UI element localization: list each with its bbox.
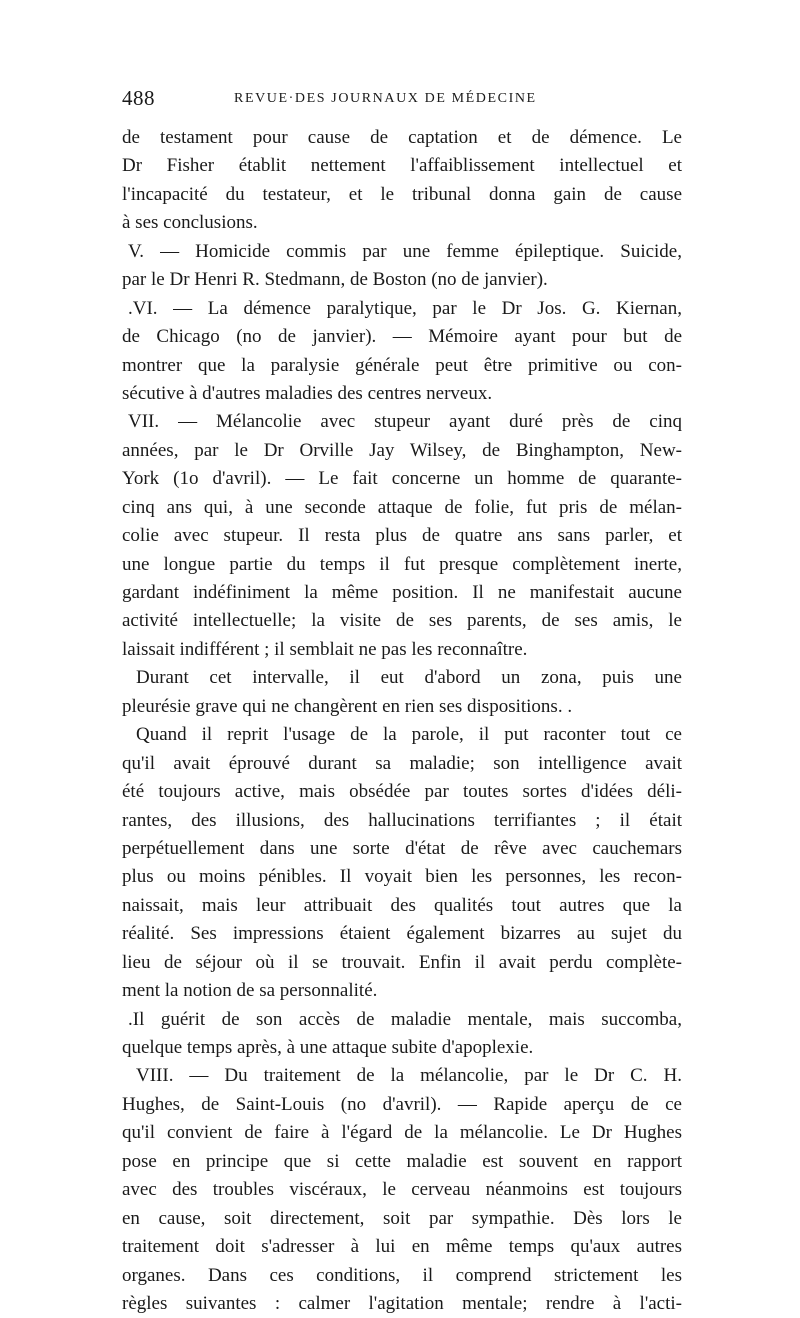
page-header	[122, 86, 682, 116]
text-line: réalité. Ses impressions étaient également bizarres au sujet du	[122, 923, 682, 945]
text-line: ment la notion de sa personnalité.	[122, 980, 378, 1002]
text-line: gardant indéfiniment la même position. Il ne manifestait aucune	[122, 582, 682, 603]
text-line: règles suivantes : calmer l'agitation mentale; rendre à l'acti-	[122, 1292, 682, 1314]
text-line: qu'il convient de faire à l'égard de la mélancolie. Le Dr Hughes	[122, 1122, 682, 1144]
text-line: VIII. — Du traitement de la mélancolie, par le Dr C. H.	[136, 1065, 682, 1087]
text-line: naissait, mais leur attribuait des qualités tout autres que la	[122, 894, 682, 916]
text-line: colie avec stupeur. Il resta plus de quatre ans sans parler, et	[122, 525, 682, 547]
text-line: laissait indifférent ; il semblait ne pas les reconnaître.	[122, 638, 528, 660]
text-line: cinq ans qui, à une seconde attaque de folie, fut pris de mélan-	[122, 496, 682, 518]
text-line: qu'il avait éprouvé durant sa maladie; son intelligence avait	[122, 752, 682, 774]
text-line: par le Dr Henri R. Stedmann, de Boston (no de janvier).	[122, 269, 548, 291]
text-line: Durant cet intervalle, il eut d'abord un zona, puis une	[136, 667, 682, 689]
page-number: 488	[122, 86, 155, 110]
text-line: lieu de séjour où il se trouvait. Enfin il avait perdu complète-	[122, 951, 682, 973]
text-line: été toujours active, mais obsédée par toutes sortes d'idées déli-	[122, 781, 682, 803]
text-line: .VI. — La démence paralytique, par le Dr Jos. G. Kiernan,	[128, 297, 682, 319]
text-line: V. — Homicide commis par une femme épileptique. Suicide,	[128, 240, 682, 262]
text-line: Dr Fisher établit nettement l'affaiblissement intellectuel et	[122, 155, 682, 177]
text-line: quelque temps après, à une attaque subite d'apoplexie.	[122, 1037, 534, 1058]
text-line: rantes, des illusions, des hallucinations terrifiantes ; il était	[122, 809, 682, 831]
text-line: organes. Dans ces conditions, il comprend strictement les	[122, 1264, 682, 1286]
text-line: en cause, soit directement, soit par sympathie. Dès lors le	[122, 1207, 682, 1229]
text-line: montrer que la paralysie générale peut être primitive ou con-	[122, 354, 682, 376]
text-line: pleurésie grave qui ne changèrent en rien ses dispositions. .	[122, 695, 573, 717]
text-line: Hughes, de Saint-Louis (no d'avril). — Rapide aperçu de ce	[122, 1093, 682, 1115]
text-line: traitement doit s'adresser à lui en même temps qu'aux autres	[122, 1236, 682, 1258]
text-line: de testament pour cause de captation et de démence. Le	[122, 127, 682, 148]
text-line: pose en principe que si cette maladie est souvent en rapport	[122, 1150, 682, 1172]
text-line: York (1o d'avril). — Le fait concerne un homme de quarante-	[122, 468, 682, 490]
text-line: à ses conclusions.	[122, 212, 258, 234]
text-line: plus ou moins pénibles. Il voyait bien les personnes, les recon-	[122, 866, 682, 888]
text-line: sécutive à d'autres maladies des centres nerveux.	[122, 382, 493, 404]
text-line: l'incapacité du testateur, et le tribunal donna gain de cause	[122, 183, 682, 205]
text-line: .Il guérit de son accès de maladie mentale, mais succomba,	[128, 1008, 682, 1030]
text-line: années, par le Dr Orville Jay Wilsey, de Binghampton, New-	[122, 439, 682, 461]
text-line: activité intellectuelle; la visite de ses parents, de ses amis, le	[122, 610, 682, 632]
text-line: une longue partie du temps il fut presque complètement inerte,	[122, 553, 682, 575]
text-line: VII. — Mélancolie avec stupeur ayant duré près de cinq	[128, 411, 682, 433]
text-line: perpétuellement dans une sorte d'état de rêve avec cauchemars	[122, 837, 682, 859]
running-title: REVUE·DES JOURNAUX DE MÉDECINE	[234, 91, 537, 106]
text-line: Quand il reprit l'usage de la parole, il put raconter tout ce	[136, 724, 682, 746]
text-line: avec des troubles viscéraux, le cerveau néanmoins est toujours	[122, 1179, 682, 1201]
body-text	[122, 124, 682, 1318]
text-line: de Chicago (no de janvier). — Mémoire ayant pour but de	[122, 326, 682, 348]
